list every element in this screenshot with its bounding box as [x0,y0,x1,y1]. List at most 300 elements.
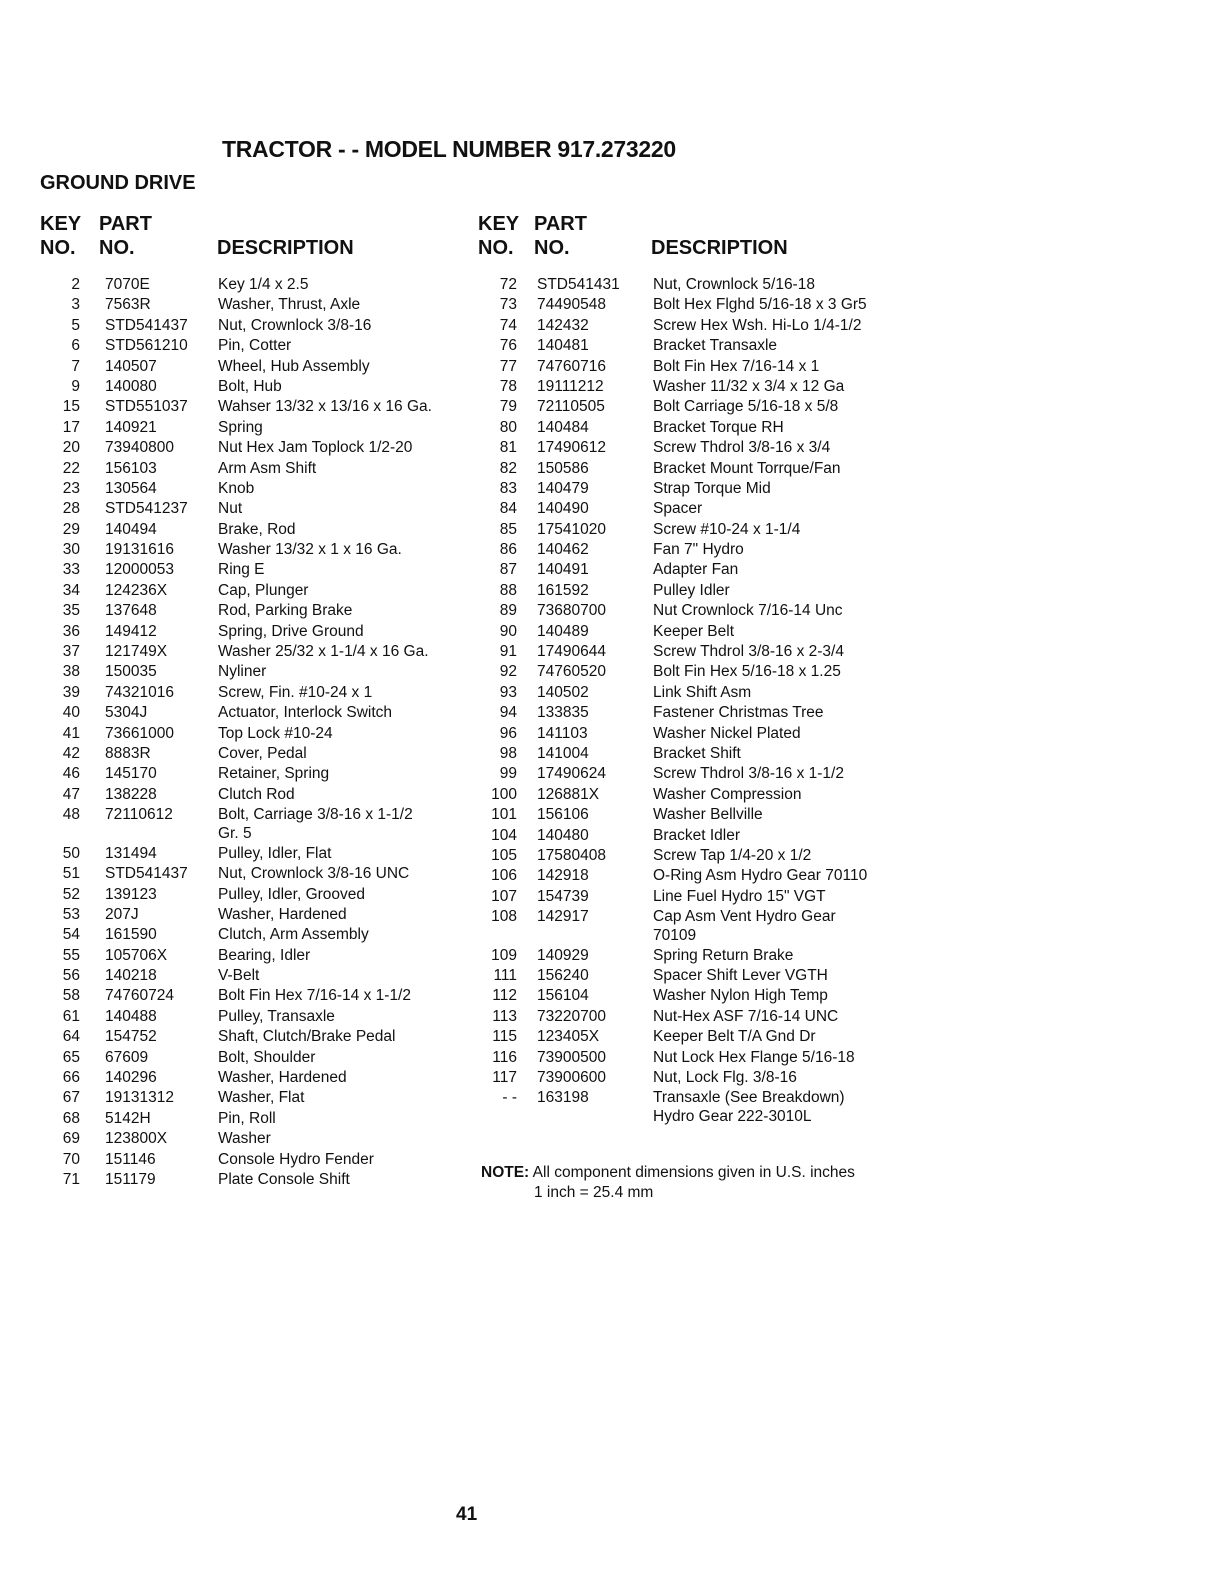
part-row [40,683,460,703]
part-row [40,1027,460,1047]
part-number: STD541437 [105,316,188,334]
key-number: 99 [499,765,517,783]
part-description-line: Fan 7" Hydro [653,541,744,559]
part-description [653,439,830,457]
key-number: 56 [62,967,80,985]
part-description-line: Console Hydro Fender [218,1150,374,1168]
part-description [218,1151,374,1169]
part-description [218,602,352,620]
part-description [653,765,844,783]
part-description-line: Bracket Shift [653,744,741,762]
part-number: 154739 [537,887,589,905]
part-row [40,905,460,925]
part-row [40,703,460,723]
part-number: 73900600 [537,1069,606,1087]
part-description [218,663,266,681]
part-number: 140489 [537,622,589,640]
part-row [477,418,907,438]
part-description [653,1089,845,1126]
part-number: 73900500 [537,1048,606,1066]
key-number: 77 [499,357,517,375]
part-description-line: Pulley, Idler, Flat [218,844,332,862]
part-description [218,865,409,883]
part-number: 105706X [105,946,168,964]
part-number: 17490644 [537,643,606,661]
part-description-line: Pulley, Transaxle [218,1007,335,1025]
key-number: 82 [499,459,517,477]
part-description [218,541,402,559]
part-number: 151179 [105,1171,156,1188]
key-number: 68 [62,1109,80,1127]
part-description [218,296,360,314]
part-description [218,906,347,924]
part-description-line: Ring E [218,561,265,579]
part-row [40,336,460,356]
key-number: 115 [492,1028,517,1046]
part-description [218,947,310,965]
part-row [477,622,907,642]
part-description [218,806,413,843]
part-number: STD541437 [105,865,188,883]
part-number: 140502 [537,683,589,701]
key-number: 39 [62,683,80,701]
part-description-line: Link Shift Asm [653,683,752,701]
part-row [40,1007,460,1027]
part-row [477,866,907,886]
part-number: 150586 [537,459,589,477]
part-description [653,643,844,661]
part-description [653,398,838,416]
key-number: 48 [62,806,80,824]
part-number: 140507 [105,357,157,375]
part-number: STD561210 [105,337,188,355]
key-number: 17 [62,418,80,436]
part-row [40,560,460,580]
part-description [218,725,333,743]
key-number: 80 [499,418,517,436]
part-description [653,847,811,865]
key-number: 28 [62,500,80,518]
part-description-line2: Gr. 5 [218,824,252,842]
key-number: 108 [491,908,517,926]
left-parts-list [40,275,460,1190]
part-number: 151146 [105,1150,156,1168]
key-number: 40 [62,704,80,722]
part-description [218,1130,271,1148]
part-description-line: Bolt, Hub [218,377,282,395]
key-number: 66 [62,1069,80,1087]
part-description-line: Cap, Plunger [218,581,309,599]
part-description [218,521,296,539]
part-number: 140462 [537,541,589,559]
key-number: 5 [71,316,80,334]
left-key-header: KEY NO. [40,213,82,259]
part-number: 72110505 [537,398,605,416]
key-number: 22 [62,459,80,477]
page-number: 41 [456,1504,478,1525]
part-description-line: Adapter Fan [653,561,739,579]
key-number: 94 [499,704,517,722]
part-description [653,867,867,885]
key-number: 69 [62,1130,80,1148]
part-description [218,337,291,355]
part-row [477,662,907,682]
key-number: 42 [62,744,80,762]
part-description-line: Knob [218,479,255,497]
part-row [477,744,907,764]
part-description-line: Nut Crownlock 7/16-14 Unc [653,602,843,620]
part-row [477,907,907,946]
key-number: 100 [491,785,517,803]
part-row [40,662,460,682]
page-title: TRACTOR - - MODEL NUMBER 917.273220 [222,136,676,162]
part-description [218,987,411,1005]
part-description-line: Keeper Belt [653,622,734,640]
part-number: 74490548 [537,296,606,314]
part-description-line: Washer, Hardened [218,1069,347,1087]
part-description-line: Spring [218,418,263,436]
part-description-line: Fastener Christmas Tree [653,704,824,722]
part-row [40,275,460,295]
key-number: 96 [499,724,517,742]
part-description [218,765,329,783]
part-number: 140488 [105,1007,157,1025]
part-description-line: Clutch Rod [218,785,295,803]
part-number: 73940800 [105,439,174,457]
part-row [40,295,460,315]
part-row [40,986,460,1006]
part-row [477,946,907,966]
part-row [40,724,460,744]
key-number: 89 [499,602,517,620]
part-row [40,785,460,805]
key-number: 70 [62,1150,80,1168]
part-row [477,966,907,986]
part-row [40,479,460,499]
part-description [653,378,844,396]
key-number: 67 [62,1089,80,1107]
part-description-line: Key 1/4 x 2.5 [218,276,309,293]
part-description-line: Spacer [653,500,703,518]
part-number: 142432 [537,316,589,334]
part-number: 161590 [105,926,157,944]
part-row [40,925,460,945]
key-number: 91 [499,643,517,661]
part-description [653,276,815,294]
part-row [40,1068,460,1088]
part-description-line: Wheel, Hub Assembly [218,357,370,375]
part-description-line: Spring, Drive Ground [218,622,364,640]
part-number: 67609 [105,1048,149,1066]
part-description [653,602,843,620]
part-row [477,703,907,723]
note [481,1163,855,1203]
part-description [653,786,801,804]
part-number: 140494 [105,520,157,538]
part-description-line: Brake, Rod [218,520,296,538]
part-description [218,1028,396,1046]
part-row [477,785,907,805]
part-row [40,1150,460,1170]
key-number: 54 [62,926,80,944]
part-number: 141004 [537,744,589,762]
key-number: 112 [492,987,517,1005]
part-description [653,1069,797,1087]
part-description-line: Nyliner [218,663,267,681]
part-row [477,887,907,907]
part-row [40,438,460,458]
part-row [477,438,907,458]
key-number: 88 [499,581,517,599]
key-number: 90 [499,622,517,640]
part-row [40,642,460,662]
key-number: 105 [491,846,517,864]
part-description [218,745,307,763]
part-row [477,1027,907,1047]
part-number: 140921 [105,418,157,436]
part-row [477,683,907,703]
key-number: 30 [62,541,80,559]
part-number: STD551037 [105,398,188,416]
key-number: 55 [62,946,80,964]
part-description-line: Washer, Flat [218,1089,305,1107]
key-number: 2 [71,276,80,293]
part-description [218,419,263,437]
part-description-line: Bolt, Carriage 3/8-16 x 1-1/2 [218,806,413,824]
part-number: 154752 [105,1028,157,1046]
part-description-line: Cap Asm Vent Hydro Gear [653,908,836,926]
part-description-line: Strap Torque Mid [653,479,771,497]
part-row [40,966,460,986]
part-number: 145170 [105,765,157,783]
part-description-line: Cover, Pedal [218,744,307,762]
key-number: 41 [62,724,80,742]
part-description-line: Bolt Hex Flghd 5/16-18 x 3 Gr5 [653,296,867,314]
part-row [477,1007,907,1027]
key-number: 34 [62,581,80,599]
part-description-line: Line Fuel Hydro 15" VGT [653,887,826,905]
part-description-line: Spring Return Brake [653,946,794,964]
part-number: STD541431 [537,276,620,293]
part-number: 73220700 [537,1007,606,1025]
part-number: 138228 [105,785,157,803]
part-description-line: Bracket Transaxle [653,337,778,355]
part-description-line: Screw Tap 1/4-20 x 1/2 [653,846,812,864]
part-number: 140490 [537,500,589,518]
part-number: 140491 [537,561,589,579]
part-description-line: Nut, Lock Flg. 3/8-16 [653,1069,797,1087]
part-number: 156103 [105,459,157,477]
part-description [218,358,370,376]
part-description [218,500,242,518]
part-row [40,1170,460,1190]
part-number: 123405X [537,1028,600,1046]
part-description-line: Clutch, Arm Assembly [218,926,369,944]
right-description-header: DESCRIPTION [651,237,788,259]
part-description-line: Washer Bellville [653,806,763,824]
part-description [218,643,429,661]
part-description-line: Screw Thdrol 3/8-16 x 1-1/2 [653,765,844,783]
part-number: STD541237 [105,500,188,518]
part-row [40,1129,460,1149]
part-number: 133835 [537,704,589,722]
part-row [40,499,460,519]
key-number: 78 [499,377,517,395]
part-number: 140479 [537,479,589,497]
part-description [218,1049,315,1067]
part-description [653,296,867,314]
part-description [218,1171,350,1189]
part-row [477,459,907,479]
part-description-line: Washer Nylon High Temp [653,987,828,1005]
part-number: 12000053 [105,561,174,579]
part-number: 19131616 [105,541,174,559]
key-number: 33 [62,561,80,579]
part-row [477,846,907,866]
part-number: 121749X [105,643,168,661]
part-description [653,480,771,498]
part-description-line: Washer Nickel Plated [653,724,801,742]
part-description [218,886,365,904]
part-description-line: Screw Thdrol 3/8-16 x 3/4 [653,439,831,457]
part-description [653,704,824,722]
part-description-line: Nut [218,500,243,518]
right-key-header: KEY NO. [478,213,520,259]
key-number: 98 [499,744,517,762]
part-description [653,561,738,579]
part-row [477,1088,907,1127]
key-number: 52 [62,885,80,903]
part-row [477,295,907,315]
right-parts-list [477,275,907,1127]
part-number: 19131312 [105,1089,174,1107]
part-number: 123800X [105,1130,168,1148]
part-row [477,724,907,744]
part-description [653,500,702,518]
key-number: 51 [62,865,80,883]
part-description [653,947,793,965]
part-description [653,987,828,1005]
part-row [40,946,460,966]
key-number: 101 [491,806,517,824]
key-number: 36 [62,622,80,640]
note-line1: All component dimensions given in U.S. inches [532,1164,855,1181]
key-number: 46 [62,765,80,783]
key-number: 6 [71,337,80,355]
part-description [218,480,254,498]
part-number: 17580408 [537,846,606,864]
key-number: - - [502,1089,517,1107]
part-row [40,1088,460,1108]
part-number: 140218 [105,967,157,985]
part-description-line: Washer Compression [653,785,802,803]
part-number: 124236X [105,581,168,599]
part-description-line: Rod, Parking Brake [218,602,353,620]
key-number: 3 [71,296,80,314]
part-description-line: Bearing, Idler [218,946,311,964]
part-description [218,276,308,294]
part-row [477,275,907,295]
part-row [40,459,460,479]
part-description [653,623,734,641]
part-row [477,642,907,662]
part-number: 17490624 [537,765,606,783]
part-number: 7563R [105,296,151,314]
part-description [218,460,316,478]
part-description [653,745,741,763]
part-description [218,926,369,944]
part-description [653,1008,838,1026]
key-number: 74 [499,316,517,334]
part-number: 149412 [105,622,157,640]
part-description [653,521,800,539]
key-number: 109 [491,946,517,964]
key-number: 111 [493,967,517,985]
part-row [477,986,907,1006]
key-number: 85 [499,520,517,538]
part-number: 17541020 [537,520,606,538]
part-description [653,460,841,478]
part-description-line: Shaft, Clutch/Brake Pedal [218,1028,396,1046]
part-row [40,744,460,764]
part-description [218,398,432,416]
part-number: 7070E [105,276,150,293]
part-description [653,888,826,906]
part-description-line: Retainer, Spring [218,765,330,783]
part-number: 140080 [105,377,157,395]
part-description-line2: 70109 [653,926,697,944]
part-description-line: Pulley, Idler, Grooved [218,885,366,903]
key-number: 15 [62,398,80,416]
part-row [40,601,460,621]
part-description [218,439,412,457]
part-number: 126881X [537,785,600,803]
part-description [653,419,784,437]
part-description-line: Bolt Carriage 5/16-18 x 5/8 [653,398,839,416]
part-description [218,582,308,600]
part-row [40,1048,460,1068]
part-description-line: Bolt Fin Hex 7/16-14 x 1 [653,357,820,375]
key-number: 7 [71,357,80,375]
key-number: 86 [499,541,517,559]
part-description-line: V-Belt [218,967,260,985]
part-row [40,864,460,884]
part-description-line: Transaxle (See Breakdown) [653,1089,845,1107]
key-number: 81 [499,439,517,457]
part-number: 73680700 [537,602,606,620]
part-description-line: Screw, Fin. #10-24 x 1 [218,683,373,701]
part-description-line2: Hydro Gear 222-3010L [653,1107,812,1125]
part-description [218,378,282,396]
part-description [653,317,861,335]
part-description [218,845,331,863]
part-row [477,336,907,356]
part-number: 142918 [537,867,589,885]
key-number: 92 [499,663,517,681]
part-description-line: Plate Console Shift [218,1171,350,1188]
part-description-line: Pulley Idler [653,581,730,599]
key-number: 23 [62,479,80,497]
key-number: 47 [62,785,80,803]
key-number: 35 [62,602,80,620]
part-number: 74760724 [105,987,174,1005]
note-label: NOTE: [481,1164,530,1181]
part-number: 72110612 [105,806,173,824]
part-number: 140481 [537,337,589,355]
part-number: 207J [105,905,139,923]
part-row [40,520,460,540]
part-description-line: Bracket Mount Torrque/Fan [653,459,841,477]
